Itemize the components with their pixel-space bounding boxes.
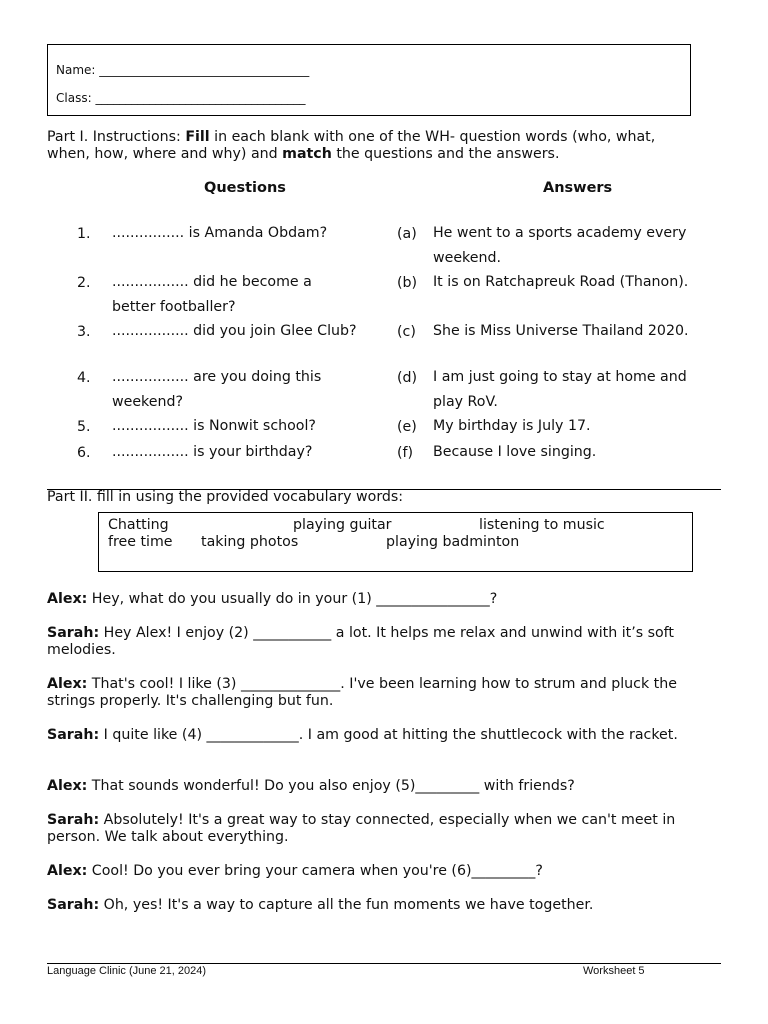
- question-number: 3.: [77, 324, 91, 340]
- footer-left: Language Clinic (June 21, 2024): [47, 965, 207, 977]
- class-line: [56, 91, 305, 105]
- vocab-word: playing badminton: [386, 534, 520, 550]
- vocab-word: listening to music: [479, 517, 605, 533]
- question-number: 6.: [77, 445, 91, 461]
- answer-letter: (c): [397, 324, 416, 340]
- dialogue-text: Hey Alex! I enjoy (2) ___________ a lot. It helps me relax and unwind with it’s soft melodies.: [47, 625, 674, 658]
- answer-item: Because I love singing.: [433, 444, 597, 460]
- name-field[interactable]: ___________________________________: [99, 63, 310, 77]
- question-item: ................. are you doing this weekend?: [112, 369, 322, 410]
- question-item: ................ is Amanda Obdam?: [112, 225, 328, 241]
- question-number: 5.: [77, 419, 91, 435]
- vocab-word: playing guitar: [293, 517, 392, 533]
- dialogue-text: Oh, yes! It's a way to capture all the fun moments we have together.: [99, 897, 594, 913]
- answer-item: He went to a sports academy every weekend.: [433, 225, 687, 266]
- name-line: [56, 63, 309, 77]
- dialogue-text: Absolutely! It's a great way to stay connected, especially when we can't meet in person. We talk about everything.: [47, 812, 676, 845]
- question-item: ................. did you join Glee Club?: [112, 323, 357, 339]
- speaker-name: Sarah:: [47, 897, 100, 913]
- question-number: 1.: [77, 226, 91, 242]
- question-item: ................. did he become a better footballer?: [112, 274, 312, 315]
- answer-letter: (f): [397, 445, 414, 461]
- dialogue-line: [47, 676, 727, 710]
- dialogue-line: [47, 625, 727, 659]
- question-item: ................. is Nonwit school?: [112, 418, 316, 434]
- answer-item: My birthday is July 17.: [433, 418, 591, 434]
- class-field[interactable]: ___________________________________: [95, 91, 306, 105]
- answer-item: She is Miss Universe Thailand 2020.: [433, 323, 689, 339]
- footer-divider: [47, 963, 721, 964]
- question-number: 4.: [77, 370, 91, 386]
- dialogue-text: That's cool! I like (3) ______________. I've been learning how to strum and pluck the strings properly. It's challenging but fun.: [47, 676, 677, 709]
- part1-instructions: Part I. Instructions: Fill in each blank with one of the WH- question words (who, what, when, how, where and why) and match the questions and the answers.: [47, 129, 656, 162]
- question-item: ................. is your birthday?: [112, 444, 313, 460]
- speaker-name: Sarah:: [47, 625, 100, 641]
- dialogue-line: [47, 812, 727, 846]
- answer-letter: (a): [397, 226, 417, 242]
- answer-item: It is on Ratchapreuk Road (Thanon).: [433, 274, 689, 290]
- answer-letter: (b): [397, 275, 418, 291]
- vocab-word: Chatting: [108, 517, 169, 533]
- answers-heading: Answers: [543, 180, 613, 196]
- dialogue-line: [47, 778, 727, 795]
- speaker-name: Sarah:: [47, 812, 100, 828]
- dialogue-line: [47, 591, 727, 608]
- name-label: Name:: [56, 63, 96, 77]
- dialogue-text: That sounds wonderful! Do you also enjoy (5)_________ with friends?: [87, 778, 575, 794]
- dialogue-text: I quite like (4) _____________. I am good at hitting the shuttlecock with the racket.: [99, 727, 678, 743]
- speaker-name: Sarah:: [47, 727, 100, 743]
- dialogue-text: Cool! Do you ever bring your camera when you're (6)_________?: [87, 863, 543, 879]
- question-number: 2.: [77, 275, 91, 291]
- dialogue-line: [47, 863, 727, 880]
- vocab-word: taking photos: [201, 534, 299, 550]
- speaker-name: Alex:: [47, 676, 88, 692]
- questions-heading: Questions: [204, 180, 286, 196]
- vocab-word: free time: [108, 534, 173, 550]
- answer-letter: (d): [397, 370, 418, 386]
- answer-letter: (e): [397, 419, 417, 435]
- speaker-name: Alex:: [47, 591, 88, 607]
- footer-right: Worksheet 5: [583, 965, 645, 977]
- dialogue-text: Hey, what do you usually do in your (1) ________________?: [87, 591, 498, 607]
- dialogue-line: [47, 897, 727, 914]
- answer-item: I am just going to stay at home and play RoV.: [433, 369, 687, 410]
- student-info-box: [47, 44, 691, 116]
- part2-instructions: Part II. fill in using the provided vocabulary words:: [47, 489, 404, 505]
- speaker-name: Alex:: [47, 863, 88, 879]
- dialogue-line: [47, 727, 727, 744]
- speaker-name: Alex:: [47, 778, 88, 794]
- class-label: Class:: [56, 91, 92, 105]
